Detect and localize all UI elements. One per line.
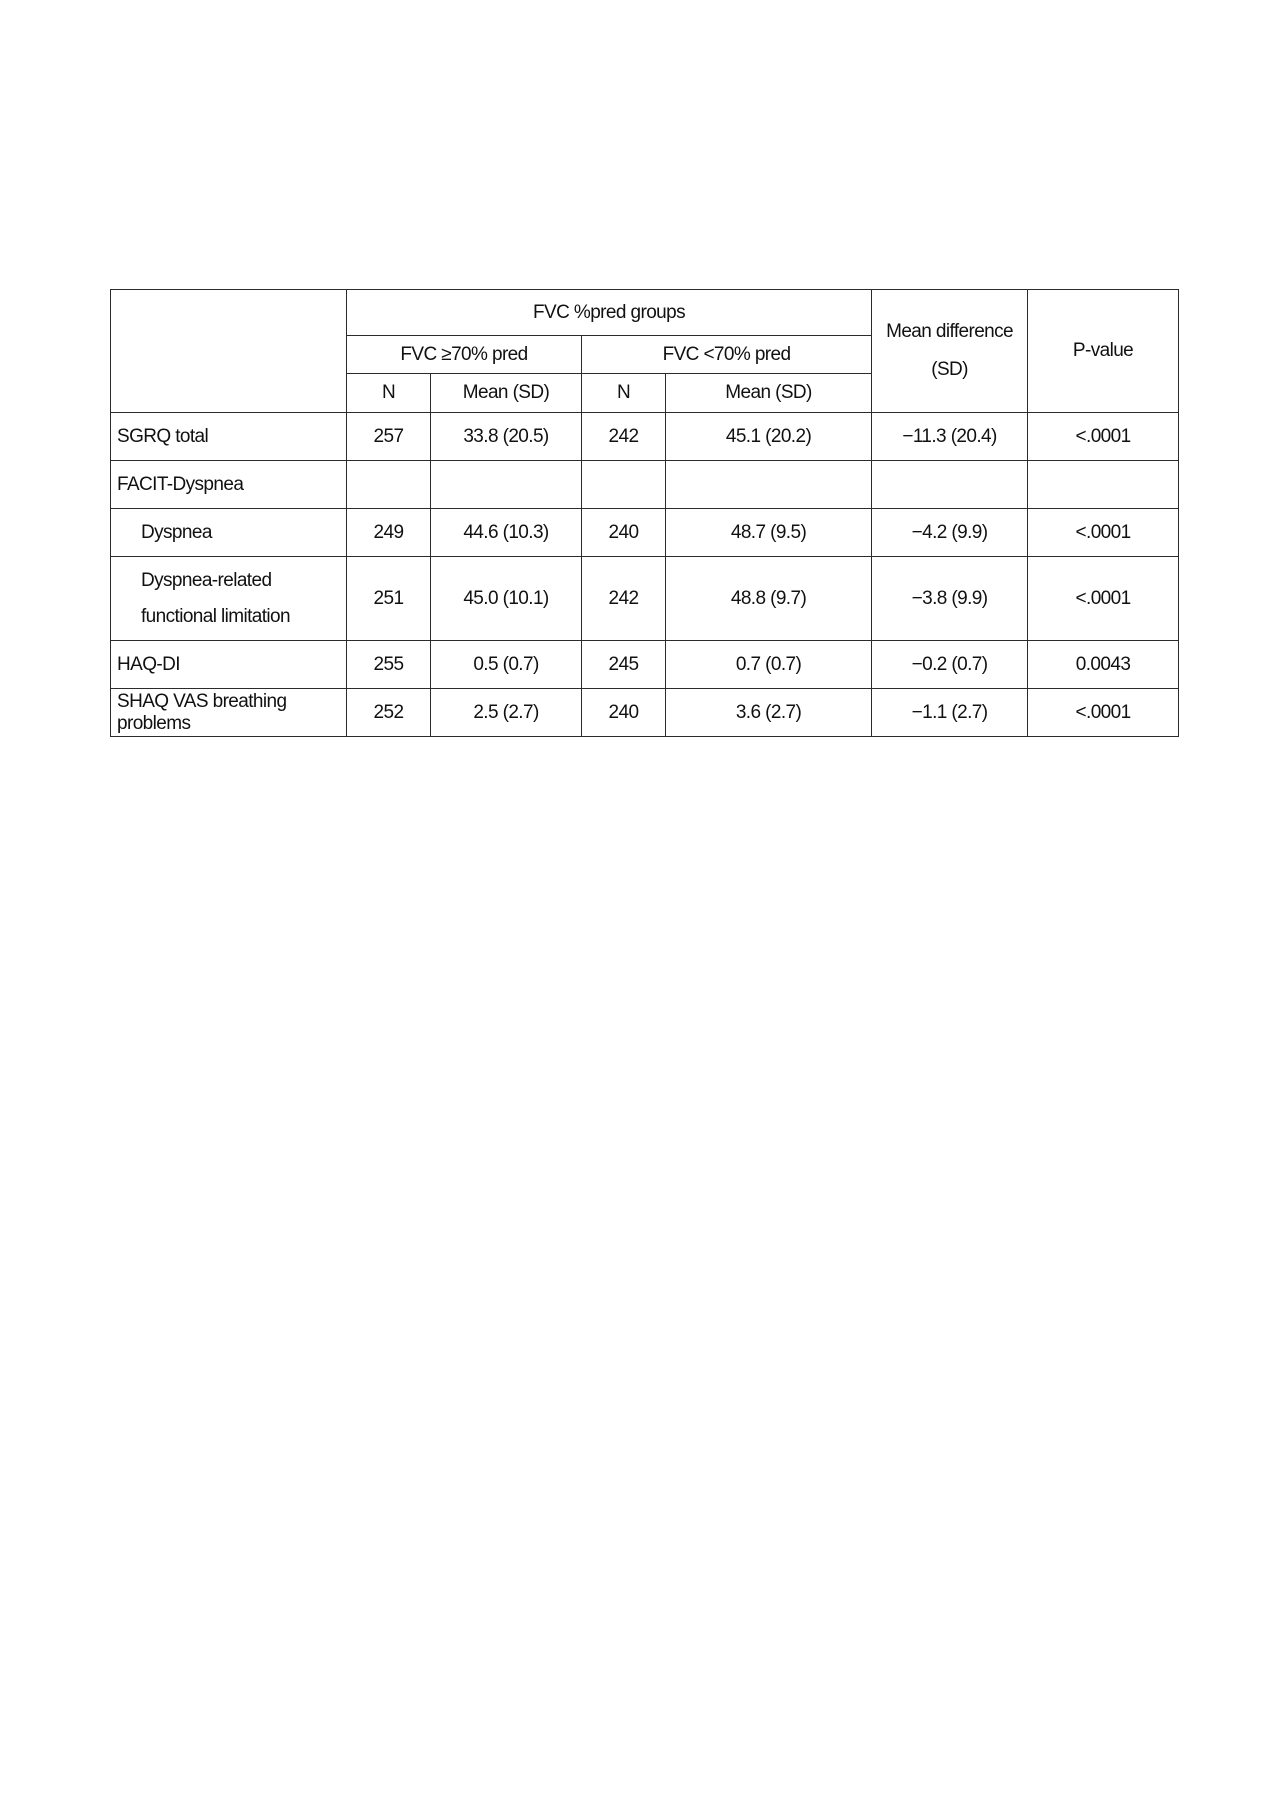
header-row-group xyxy=(111,290,1179,336)
mean-difference-cell: −4.2 (9.9) xyxy=(872,509,1028,557)
n-high-cell: 252 xyxy=(347,689,431,737)
mean-high-cell xyxy=(431,461,582,509)
mean-difference-cell: −11.3 (20.4) xyxy=(872,413,1028,461)
row-label: FACIT-Dyspnea xyxy=(111,461,347,509)
mean-low-cell: 3.6 (2.7) xyxy=(666,689,872,737)
n-low-cell xyxy=(582,461,666,509)
mean-high-cell: 45.0 (10.1) xyxy=(431,557,582,641)
p-value-cell: <.0001 xyxy=(1028,557,1179,641)
row-label: Dyspnea xyxy=(111,509,347,557)
mean-low-cell: 48.7 (9.5) xyxy=(666,509,872,557)
p-value-cell: 0.0043 xyxy=(1028,641,1179,689)
table-row xyxy=(111,689,1179,737)
mean-difference-sd-label: (SD) xyxy=(931,359,968,380)
mean-difference-cell xyxy=(872,461,1028,509)
row-label: SGRQ total xyxy=(111,413,347,461)
table-row xyxy=(111,413,1179,461)
col-n-header: N xyxy=(582,374,666,413)
row-label: Dyspnea-related functional limitation xyxy=(111,557,347,641)
mean-difference-cell: −0.2 (0.7) xyxy=(872,641,1028,689)
mean-high-cell: 44.6 (10.3) xyxy=(431,509,582,557)
col-n-header: N xyxy=(347,374,431,413)
table-row xyxy=(111,557,1179,641)
mean-low-cell: 48.8 (9.7) xyxy=(666,557,872,641)
n-high-cell: 257 xyxy=(347,413,431,461)
row-label: HAQ-DI xyxy=(111,641,347,689)
mean-low-cell: 0.7 (0.7) xyxy=(666,641,872,689)
mean-high-cell: 0.5 (0.7) xyxy=(431,641,582,689)
n-low-cell: 245 xyxy=(582,641,666,689)
mean-difference-cell: −1.1 (2.7) xyxy=(872,689,1028,737)
col-mean-header: Mean (SD) xyxy=(431,374,582,413)
n-low-cell: 242 xyxy=(582,413,666,461)
mean-difference-cell: −3.8 (9.9) xyxy=(872,557,1028,641)
table-row xyxy=(111,509,1179,557)
mean-difference-label: Mean difference xyxy=(886,321,1013,342)
subgroup-header-low: FVC <70% pred xyxy=(582,336,872,374)
n-high-cell xyxy=(347,461,431,509)
n-low-cell: 240 xyxy=(582,689,666,737)
subgroup-header-high: FVC ≥70% pred xyxy=(347,336,582,374)
p-value-cell: <.0001 xyxy=(1028,413,1179,461)
n-high-cell: 255 xyxy=(347,641,431,689)
mean-difference-header xyxy=(872,290,1028,413)
mean-low-cell xyxy=(666,461,872,509)
n-low-cell: 242 xyxy=(582,557,666,641)
header-empty-cell xyxy=(111,290,347,413)
results-table-container xyxy=(110,289,1178,737)
p-value-header: P-value xyxy=(1028,290,1179,413)
group-header: FVC %pred groups xyxy=(347,290,872,336)
p-value-cell: <.0001 xyxy=(1028,689,1179,737)
n-high-cell: 251 xyxy=(347,557,431,641)
col-mean-header: Mean (SD) xyxy=(666,374,872,413)
results-table xyxy=(110,289,1179,737)
table-row xyxy=(111,461,1179,509)
mean-high-cell: 2.5 (2.7) xyxy=(431,689,582,737)
row-label: SHAQ VAS breathing problems xyxy=(111,689,347,737)
n-high-cell: 249 xyxy=(347,509,431,557)
mean-high-cell: 33.8 (20.5) xyxy=(431,413,582,461)
p-value-cell: <.0001 xyxy=(1028,509,1179,557)
table-row xyxy=(111,641,1179,689)
mean-low-cell: 45.1 (20.2) xyxy=(666,413,872,461)
p-value-cell xyxy=(1028,461,1179,509)
n-low-cell: 240 xyxy=(582,509,666,557)
